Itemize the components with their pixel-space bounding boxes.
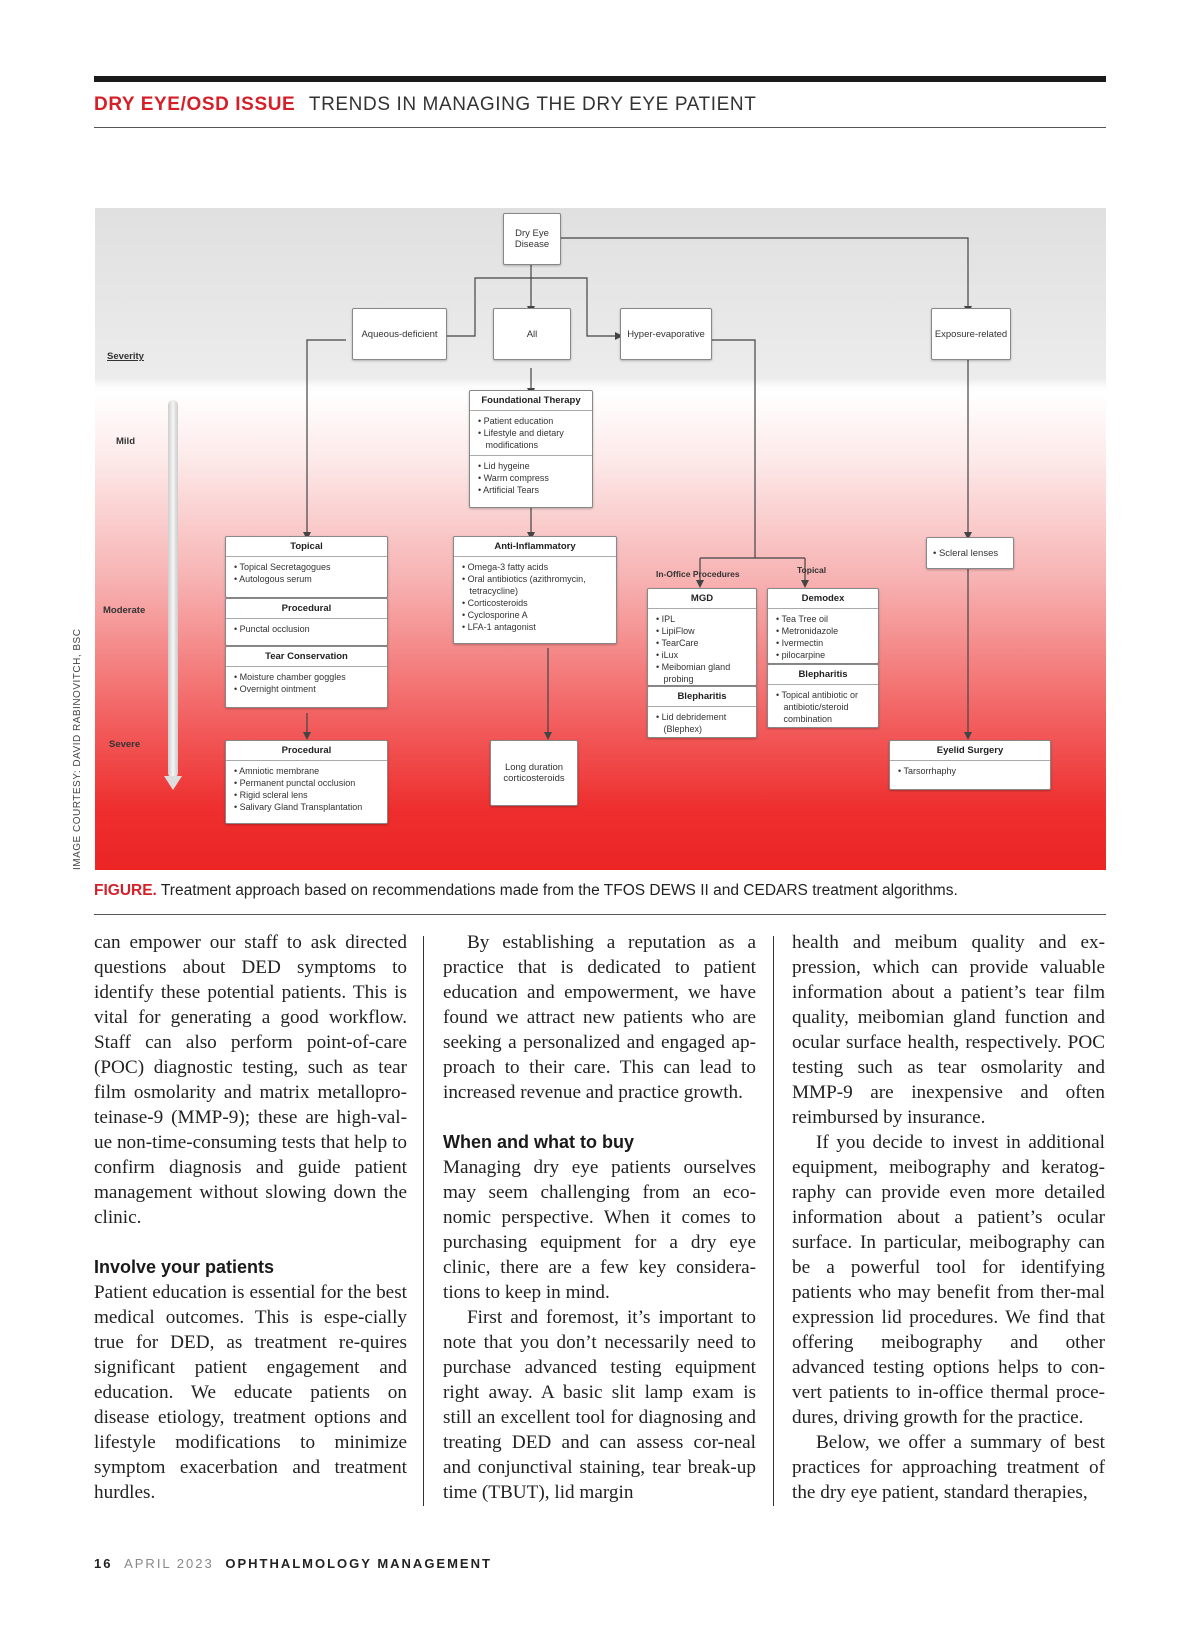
list-item: • Meibomian gland <box>656 662 731 672</box>
box-anti-inflammatory <box>453 536 617 644</box>
list-item: • LipiFlow <box>656 626 695 636</box>
list-item: • Patient education <box>478 416 554 426</box>
box-tear-conservation <box>225 646 388 708</box>
paragraph: By establishing a reputation as a practice that is dedicated to patient education and empowerment, we have found we attract new patients who are seeking a personalized and engaged ap-proach to their care. This can lead to increased revenue and practice growth. <box>443 932 756 1103</box>
list-item: • Artificial Tears <box>478 485 540 495</box>
mgd-title: MGD <box>648 589 756 609</box>
page-header <box>94 94 756 116</box>
paragraph: Below, we offer a summary of best practices for approaching treatment of the dry eye patient, standard therapies, <box>792 1432 1105 1503</box>
caption-text: Treatment approach based on recommendations made from the TFOS DEWS II and CEDARS treatment algorithms. <box>160 882 958 899</box>
box-blepharitis-topical <box>767 664 879 728</box>
box-all: All <box>493 308 571 360</box>
list-item: • Oral antibiotics (azithromycin, <box>462 574 586 584</box>
list-item: • Cyclosporine A <box>462 610 528 620</box>
page-footer <box>94 1556 492 1571</box>
box-eyelid-surgery <box>889 740 1051 790</box>
list-item: • Metronidazole <box>776 626 839 636</box>
severe-label: Severe <box>109 739 141 750</box>
list-item: • Punctal occlusion <box>234 624 310 634</box>
list-item: • Lid debridement <box>656 712 727 722</box>
inoffice-procedures-label: In-Office Procedures <box>656 569 740 579</box>
box-dry-eye-disease: Dry Eye Disease <box>503 213 561 265</box>
column-2 <box>443 930 756 1505</box>
list-item: • iLux <box>656 650 679 660</box>
list-item: • LFA-1 antagonist <box>462 622 536 632</box>
list-item: • Omega-3 fatty acids <box>462 562 549 572</box>
list-item: • Topical Secretagogues <box>234 562 331 572</box>
topical-branch-label: Topical <box>797 565 827 575</box>
subheading-when-what-buy: When and what to buy <box>443 1132 634 1152</box>
caption-rule <box>94 914 1106 915</box>
header-rule <box>94 127 1106 128</box>
list-item: • Autologous serum <box>234 574 312 584</box>
list-item: • Warm compress <box>478 473 549 483</box>
list-item: modifications <box>478 440 539 450</box>
box-long-duration-corticosteroids: Long duration corticosteroids <box>490 740 578 806</box>
severity-arrow <box>168 400 178 778</box>
list-item: probing <box>656 674 694 684</box>
column-divider <box>423 936 424 1506</box>
list-item: • Corticosteroids <box>462 598 528 608</box>
box-exposure-related: Exposure-related <box>931 308 1011 360</box>
column-1 <box>94 930 407 1505</box>
demodex-title: Demodex <box>768 589 878 609</box>
list-item: combination <box>776 714 833 724</box>
column-divider <box>773 936 774 1506</box>
box-procedural-severe <box>225 740 388 824</box>
issue-date: APRIL 2023 <box>124 1556 214 1571</box>
severity-label: Severity <box>107 351 144 362</box>
issue-label: DRY EYE/OSD ISSUE <box>94 94 296 115</box>
box-demodex <box>767 588 879 664</box>
paragraph: health and meibum quality and ex-pression, which can provide valuable information about a patient’s tear film quality, meibomian gland function and ocular surface health, respectively. POC testing such as tear osmolarity and MMP-9 are inexpensive and often reimbursed by insurance. <box>792 932 1105 1128</box>
list-item: • Tea Tree oil <box>776 614 829 624</box>
list-item: • Overnight ointment <box>234 684 316 694</box>
list-item: • Ivermectin <box>776 638 824 648</box>
column-3 <box>792 930 1105 1505</box>
paragraph: Patient education is essential for the best medical outcomes. This is espe-cially true for DED, as treatment re-quires significant patient engagement and education. We educate patients on disease etiology, treatment options and lifestyle modifications to minimize symptom exacerbation and treatment hurdles. <box>94 1282 407 1503</box>
list-item: • Lifestyle and dietary <box>478 428 564 438</box>
foundational-title: Foundational Therapy <box>470 391 592 411</box>
box-foundational-therapy <box>469 390 593 508</box>
foundational-list-a <box>470 411 592 455</box>
caption-label: FIGURE. <box>94 882 157 899</box>
mild-label: Mild <box>116 436 135 447</box>
list-item: • Topical antibiotic or <box>776 690 859 700</box>
list-item: • Salivary Gland Transplantation <box>234 802 363 812</box>
topical-title: Topical <box>226 537 387 557</box>
subheading-involve-patients: Involve your patients <box>94 1257 275 1277</box>
moderate-label: Moderate <box>103 605 146 616</box>
list-item: • IPL <box>656 614 676 624</box>
magazine-name: OPHTHALMOLOGY MANAGEMENT <box>225 1556 492 1571</box>
list-item: • Moisture chamber goggles <box>234 672 346 682</box>
box-aqueous-deficient: Aqueous-deficient <box>352 308 447 360</box>
box-topical <box>225 536 388 598</box>
tear-title: Tear Conservation <box>226 647 387 667</box>
box-procedural-moderate <box>225 598 388 646</box>
procedural-title: Procedural <box>226 741 387 761</box>
paragraph: can empower our staff to ask directed questions about DED symptoms to identify these potential patients. This is vital for generating a good workflow. Staff can also perform point-of-care (POC) diagnostic testing, such as tear film osmolarity and matrix metallopro-teinase-9 (MMP-9); these are high-val-ue non-time-consuming tests that help to confirm diagnosis and guide patient management without slowing down the clinic. <box>94 932 407 1228</box>
list-item: • Lid hygeine <box>478 461 530 471</box>
blepharitis-title: Blepharitis <box>648 687 756 707</box>
list-item: • Permanent punctal occlusion <box>234 778 356 788</box>
list-item: • Amniotic membrane <box>234 766 320 776</box>
box-mgd <box>647 588 757 686</box>
box-blepharitis-inoffice <box>647 686 757 738</box>
section-title: TRENDS IN MANAGING THE DRY EYE PATIENT <box>308 94 757 115</box>
list-item: • Tarsorrhaphy <box>898 766 957 776</box>
page-number: 16 <box>94 1556 113 1571</box>
procedural-title: Procedural <box>226 599 387 619</box>
treatment-flowchart <box>95 208 1106 870</box>
list-item: • TearCare <box>656 638 699 648</box>
list-item: • pilocarpine <box>776 650 826 660</box>
list-item: (Blephex) <box>656 724 703 734</box>
paragraph: Managing dry eye patients ourselves may seem challenging from an eco-nomic perspective. When it comes to purchasing equipment for a dry eye clinic, there are a few key considera-tions to keep in mind. <box>443 1157 756 1303</box>
list-item: tetracycline) <box>462 586 519 596</box>
list-item: antibiotic/steroid <box>776 702 849 712</box>
paragraph: First and foremost, it’s important to note that you don’t necessarily need to purchase advanced testing equipment right away. A basic slit lamp exam is still an excellent tool for diagnosing and treating DED and can assess cor-neal and conjunctival staining, tear break-up time (TBUT), lid margin <box>443 1307 756 1503</box>
top-rule <box>94 76 1106 82</box>
foundational-list-b <box>470 455 592 500</box>
figure-caption <box>94 882 958 900</box>
paragraph: If you decide to invest in additional equipment, meibography and keratog-raphy can provide even more detailed information about a patient’s ocular surface. In particular, meibography can be a powerful tool for identifying patients who may benefit from ther-mal expression lid procedures. We find that offering meibography and other advanced testing options helps to con-vert patients to in-office thermal proce-dures, driving growth for the practice. <box>792 1132 1105 1428</box>
box-scleral-lenses: • Scleral lenses <box>926 537 1014 569</box>
box-hyper-evaporative: Hyper-evaporative <box>620 308 712 360</box>
list-item: • Rigid scleral lens <box>234 790 308 800</box>
blepharitis-title: Blepharitis <box>768 665 878 685</box>
severity-arrow-head <box>164 776 182 790</box>
anti-title: Anti-Inflammatory <box>454 537 616 557</box>
eyelid-title: Eyelid Surgery <box>890 741 1050 761</box>
image-credit: IMAGE COURTESY: DAVID RABINOVITCH, BSC <box>72 628 83 870</box>
